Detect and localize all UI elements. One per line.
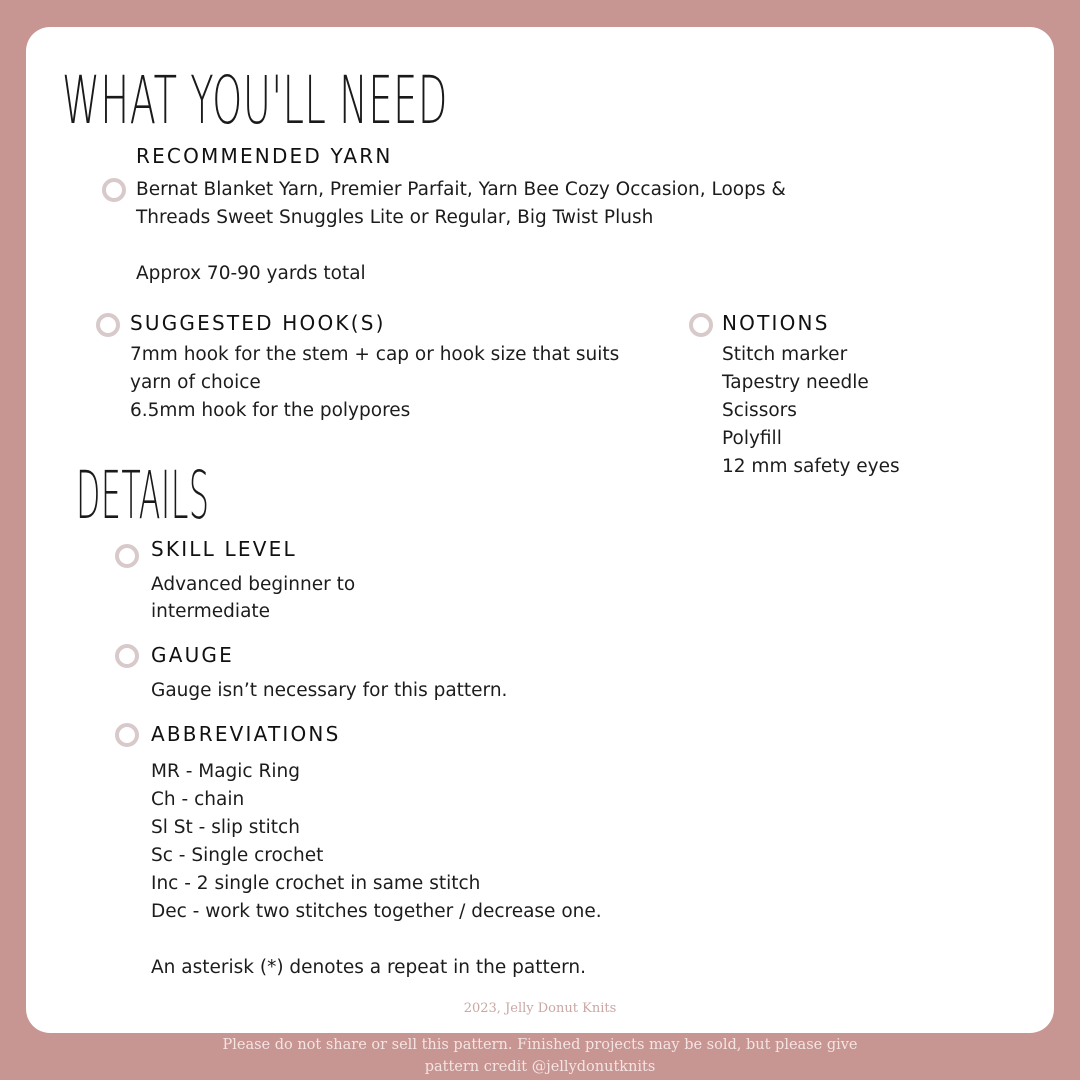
yarn-amount: Approx 70-90 yards total — [136, 263, 366, 284]
copyright-credit: 2023, Jelly Donut Knits — [463, 1001, 617, 1016]
abbreviation-item: Dec - work two stitches together / decrease one. — [151, 901, 602, 922]
hooks-line: 7mm hook for the stem + cap or hook size that suits — [130, 344, 620, 365]
notion-item: Stitch marker — [722, 344, 848, 365]
notions-section — [722, 311, 900, 481]
bullet-circle-icon — [102, 178, 126, 202]
skill-line: intermediate — [151, 601, 271, 622]
abbreviation-note: An asterisk (*) denotes a repeat in the pattern. — [151, 957, 586, 978]
footer-notice — [0, 1034, 1080, 1078]
skill-title: SKILL LEVEL — [151, 537, 297, 561]
footer-line: pattern credit @jellydonutknits — [424, 1059, 656, 1075]
yarn-section — [136, 144, 786, 288]
bullet-circle-icon — [115, 723, 139, 747]
abbreviation-item: Ch - chain — [151, 789, 245, 810]
hooks-section — [130, 311, 619, 425]
skill-section — [151, 537, 355, 625]
bullet-circle-icon — [115, 544, 139, 568]
hooks-line: yarn of choice — [130, 372, 261, 393]
gauge-text: Gauge isn’t necessary for this pattern. — [151, 680, 508, 701]
notions-title: NOTIONS — [722, 311, 830, 335]
abbreviation-item: Sc - Single crochet — [151, 845, 324, 866]
notion-item: 12 mm safety eyes — [722, 456, 900, 477]
yarn-line: Bernat Blanket Yarn, Premier Parfait, Yarn Bee Cozy Occasion, Loops & — [136, 179, 786, 200]
notion-item: Scissors — [722, 400, 797, 421]
pattern-card — [26, 27, 1054, 1033]
abbreviations-section — [151, 722, 602, 982]
bullet-circle-icon — [96, 313, 120, 337]
gauge-section — [151, 643, 507, 705]
notion-item: Tapestry needle — [722, 372, 869, 393]
abbreviation-item: Inc - 2 single crochet in same stitch — [151, 873, 481, 894]
abbreviation-item: Sl St - slip stitch — [151, 817, 300, 838]
abbreviations-title: ABBREVIATIONS — [151, 722, 341, 746]
what-you-need-heading: WHAT YOU'LL NEED — [62, 62, 448, 139]
hooks-line: 6.5mm hook for the polypores — [130, 400, 411, 421]
hooks-title: SUGGESTED HOOK(S) — [130, 311, 386, 335]
details-heading: DETAILS — [76, 457, 210, 534]
yarn-line: Threads Sweet Snuggles Lite or Regular, Big Twist Plush — [136, 207, 654, 228]
skill-line: Advanced beginner to — [151, 574, 356, 595]
bullet-circle-icon — [115, 644, 139, 668]
notion-item: Polyfill — [722, 428, 782, 449]
footer-line: Please do not share or sell this pattern. Finished projects may be sold, but please give — [222, 1037, 858, 1053]
gauge-title: GAUGE — [151, 643, 234, 667]
abbreviation-item: MR - Magic Ring — [151, 761, 300, 782]
yarn-title: RECOMMENDED YARN — [136, 144, 393, 168]
bullet-circle-icon — [689, 313, 713, 337]
